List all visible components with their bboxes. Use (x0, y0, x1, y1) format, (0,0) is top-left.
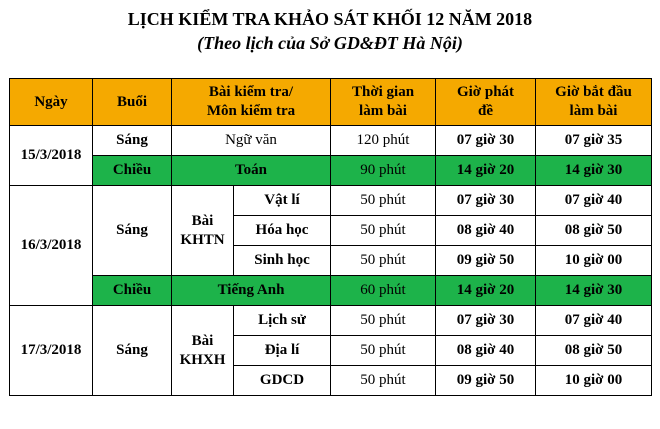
subject-cell: Vật lí (234, 186, 331, 216)
release-time-cell: 08 giờ 40 (436, 216, 536, 246)
day-cell: 16/3/2018 (10, 186, 93, 306)
day-cell: 15/3/2018 (10, 126, 93, 186)
page-title: LỊCH KIỂM TRA KHẢO SÁT KHỐI 12 NĂM 2018 (127, 9, 533, 29)
start-time-cell: 14 giờ 30 (536, 276, 652, 306)
start-time-cell: 08 giờ 50 (536, 216, 652, 246)
duration-cell: 60 phút (331, 276, 436, 306)
table-row (10, 156, 652, 186)
session-cell: Sáng (93, 306, 172, 396)
release-time-cell: 14 giờ 20 (436, 276, 536, 306)
table-row (10, 126, 652, 156)
duration-cell: 50 phút (331, 186, 436, 216)
release-time-cell: 07 giờ 30 (436, 186, 536, 216)
duration-cell: 50 phút (331, 306, 436, 336)
duration-cell: 90 phút (331, 156, 436, 186)
start-time-cell: 07 giờ 35 (536, 126, 652, 156)
group-cell-khtn: Bài KHTN (172, 186, 234, 276)
start-time-cell: 07 giờ 40 (536, 186, 652, 216)
subject-cell: Toán (172, 156, 331, 186)
header-thoi-gian: Thời gian làm bài (331, 79, 436, 126)
release-time-cell: 07 giờ 30 (436, 126, 536, 156)
subject-cell: Sinh học (234, 246, 331, 276)
header-bai-kiem-tra: Bài kiểm tra/ Môn kiểm tra (172, 79, 331, 126)
subject-cell: Lịch sử (234, 306, 331, 336)
header-buoi: Buổi (93, 79, 172, 126)
subject-cell: Ngữ văn (172, 126, 331, 156)
start-time-cell: 07 giờ 40 (536, 306, 652, 336)
subject-cell: Hóa học (234, 216, 331, 246)
subject-cell: GDCD (234, 366, 331, 396)
header-ngay: Ngày (10, 79, 93, 126)
start-time-cell: 08 giờ 50 (536, 336, 652, 366)
subject-cell: Tiếng Anh (172, 276, 331, 306)
table-row (10, 306, 652, 336)
table-row (10, 276, 652, 306)
duration-cell: 50 phút (331, 216, 436, 246)
subject-cell: Địa lí (234, 336, 331, 366)
duration-cell: 50 phút (331, 366, 436, 396)
header-gio-bat-dau: Giờ bắt đầu làm bài (536, 79, 652, 126)
schedule-table (9, 78, 652, 396)
release-time-cell: 09 giờ 50 (436, 366, 536, 396)
release-time-cell: 14 giờ 20 (436, 156, 536, 186)
session-cell: Chiều (93, 276, 172, 306)
page-subtitle: (Theo lịch của Sở GD&ĐT Hà Nội) (197, 33, 463, 53)
table-row (10, 186, 652, 216)
duration-cell: 50 phút (331, 246, 436, 276)
start-time-cell: 10 giờ 00 (536, 366, 652, 396)
start-time-cell: 14 giờ 30 (536, 156, 652, 186)
group-cell-khxh: Bài KHXH (172, 306, 234, 396)
day-cell: 17/3/2018 (10, 306, 93, 396)
release-time-cell: 08 giờ 40 (436, 336, 536, 366)
header-gio-phat-de: Giờ phát đề (436, 79, 536, 126)
session-cell: Sáng (93, 126, 172, 156)
release-time-cell: 09 giờ 50 (436, 246, 536, 276)
release-time-cell: 07 giờ 30 (436, 306, 536, 336)
session-cell: Sáng (93, 186, 172, 276)
header-row (10, 79, 652, 126)
duration-cell: 50 phút (331, 336, 436, 366)
duration-cell: 120 phút (331, 126, 436, 156)
start-time-cell: 10 giờ 00 (536, 246, 652, 276)
session-cell: Chiều (93, 156, 172, 186)
